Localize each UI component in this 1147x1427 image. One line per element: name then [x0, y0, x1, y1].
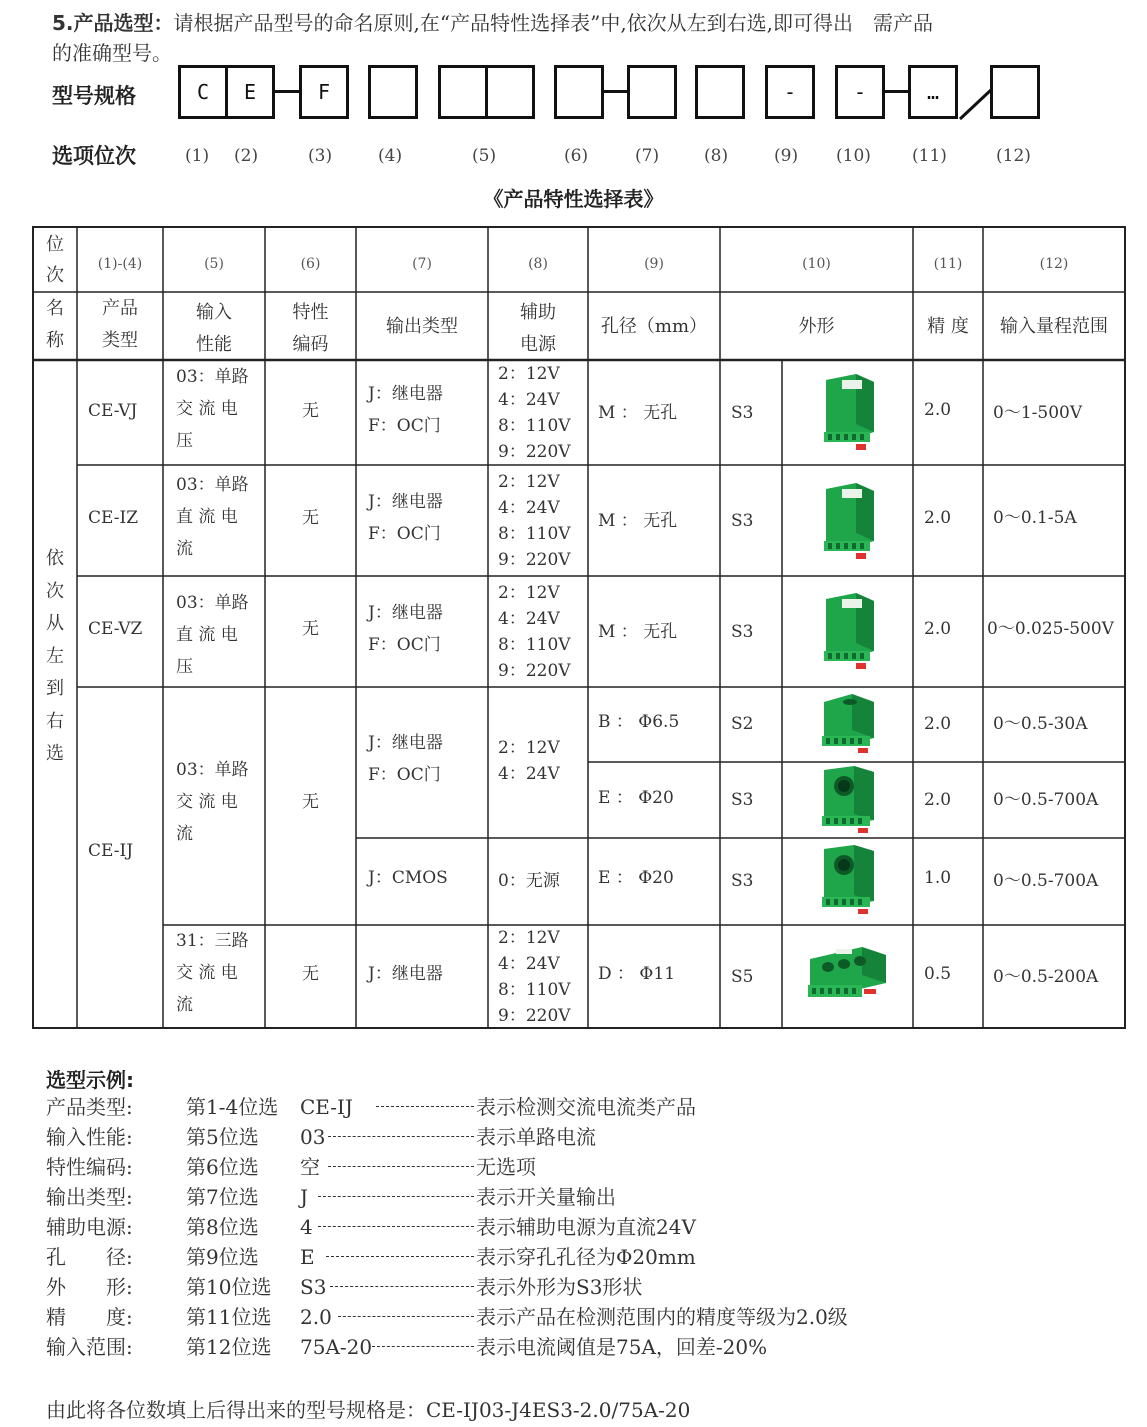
row-output: J：继电器 F：OC门	[368, 384, 443, 436]
row-type: CE-VZ	[88, 619, 143, 639]
row-hole: M ： 无孔	[598, 403, 678, 423]
ij-input-a: 03：单路 交 流 电 流	[176, 760, 249, 844]
header-pos-7: (7)	[412, 256, 432, 272]
row-shape: S3	[731, 511, 754, 531]
ij-shape: S5	[731, 967, 754, 987]
model-box-1: C	[178, 65, 228, 119]
position-label: (6)	[564, 146, 589, 166]
ij-hole: D ： Φ11	[598, 964, 676, 984]
header-hole-diameter: 孔径（mm）	[600, 316, 708, 337]
ij-output-c: J：继电器	[368, 964, 443, 984]
ring-device-icon	[816, 843, 878, 919]
result-value: CE-IJ03-J4ES3-2.0/75A-20	[426, 1398, 691, 1422]
row-range: 0～0.025-500V	[987, 619, 1114, 639]
header-output-type: 输出类型	[386, 316, 458, 337]
example-title: 选型示例:	[46, 1068, 134, 1092]
ij-output-a: J：继电器 F：OC门	[368, 733, 443, 785]
ij-shape: S3	[731, 871, 754, 891]
ij-accuracy: 0.5	[924, 964, 952, 984]
model-box-2: E	[225, 65, 275, 119]
header-pos-12: (12)	[1039, 256, 1069, 272]
connector-line	[884, 90, 910, 93]
row-accuracy: 2.0	[924, 508, 952, 528]
result-line	[46, 1394, 690, 1423]
position-label: (11)	[912, 146, 947, 166]
model-box-6	[554, 65, 604, 119]
ij-input-c: 31：三路 交 流 电 流	[176, 931, 249, 1015]
slash-separator	[958, 63, 994, 121]
ij-accuracy: 2.0	[924, 714, 952, 734]
ij-power-b: 0：无源	[498, 871, 560, 891]
row-code: 无	[302, 619, 319, 639]
header-accuracy: 精 度	[927, 316, 969, 337]
row-input: 03：单路 直 流 电 压	[176, 593, 249, 677]
header-pos-10: (10)	[802, 256, 831, 272]
model-box-5b	[485, 65, 535, 119]
ij-power-c: 2：12V 4：24V 8：110V 9：220V	[498, 928, 571, 1026]
module-device-icon	[816, 591, 878, 673]
model-box-7	[627, 65, 677, 119]
ij-shape: S2	[731, 714, 754, 734]
row-code: 无	[302, 508, 319, 528]
ring-device-icon	[816, 764, 878, 836]
ij-accuracy: 2.0	[924, 790, 952, 810]
position-label: (4)	[378, 146, 403, 166]
position-label: (7)	[635, 146, 660, 166]
header-pos-6: (6)	[300, 256, 321, 272]
model-box-11: …	[908, 65, 958, 119]
row-shape: S3	[731, 403, 754, 423]
header-pos-5: (5)	[204, 256, 224, 272]
position-label: (3)	[308, 146, 333, 166]
position-label: (1)	[185, 146, 210, 166]
position-label: (10)	[836, 146, 871, 166]
row-output: J：继电器 F：OC门	[368, 492, 443, 544]
model-box-3: F	[299, 65, 349, 119]
intro-text-line1: 请根据产品型号的命名原则,在“产品特性选择表”中,依次从左到右选,即可得出 需产品	[173, 11, 934, 35]
ij-output-b: J：CMOS	[368, 868, 448, 888]
row-power: 2：12V 4：24V 8：110V 9：220V	[498, 364, 571, 462]
connector-line	[603, 90, 629, 93]
row-hole: M ： 无孔	[598, 622, 678, 642]
ij-range: 0～0.5-30A	[993, 714, 1088, 734]
header-shape: 外形	[798, 316, 835, 337]
header-product-type: 产品 类型	[102, 298, 138, 351]
row-type: CE-VJ	[88, 401, 138, 421]
position-label: (8)	[704, 146, 729, 166]
row-power: 2：12V 4：24V 8：110V 9：220V	[498, 583, 571, 681]
ij-range: 0～0.5-200A	[993, 967, 1099, 987]
row-range: 0～1-500V	[993, 403, 1083, 423]
header-name: 名 称	[46, 298, 64, 351]
header-pos-1-4: (1)-(4)	[97, 256, 143, 272]
position-label: (12)	[996, 146, 1031, 166]
intro-paragraph	[52, 8, 1132, 68]
ij-accuracy: 1.0	[924, 868, 952, 888]
connector-line	[274, 90, 300, 93]
header-input-performance: 输入 性能	[196, 302, 232, 355]
triple-hole-device-icon	[806, 943, 890, 1009]
row-accuracy: 2.0	[924, 619, 952, 639]
position-label: (5)	[472, 146, 497, 166]
positions-label: 选项位次	[52, 144, 136, 168]
ij-hole: B ： Φ6.5	[598, 712, 680, 732]
intro-text-line2: 的准确型号。	[52, 41, 172, 65]
small-hole-device-icon	[818, 692, 878, 756]
ij-type: CE-IJ	[88, 841, 134, 861]
model-box-5a	[438, 65, 488, 119]
ij-range: 0～0.5-700A	[993, 790, 1099, 810]
row-shape: S3	[731, 622, 754, 642]
model-box-8	[695, 65, 745, 119]
row-hole: M ： 无孔	[598, 511, 678, 531]
header-aux-power: 辅助 电源	[520, 302, 556, 355]
header-position: 位 次	[46, 234, 64, 286]
ij-hole: E ： Φ20	[598, 868, 674, 888]
row-input: 03：单路 交 流 电 压	[176, 367, 249, 451]
ij-code-c: 无	[302, 964, 319, 984]
header-pos-9: (9)	[644, 256, 664, 272]
model-spec-label: 型号规格	[52, 84, 136, 108]
model-box-9: -	[765, 65, 815, 119]
model-box-10: -	[835, 65, 885, 119]
position-label: (2)	[234, 146, 259, 166]
row-accuracy: 2.0	[924, 400, 952, 420]
row-power: 2：12V 4：24V 8：110V 9：220V	[498, 472, 571, 570]
ij-hole: E ： Φ20	[598, 788, 674, 808]
row-output: J：继电器 F：OC门	[368, 603, 443, 655]
ij-power-a: 2：12V 4：24V	[498, 738, 560, 784]
ij-range: 0～0.5-700A	[993, 871, 1099, 891]
row-range: 0～0.1-5A	[993, 508, 1077, 528]
model-box-12	[990, 65, 1040, 119]
row-code: 无	[302, 401, 319, 421]
module-device-icon	[816, 372, 878, 454]
intro-heading: 5.产品选型：	[52, 11, 174, 35]
table-title: 《产品特性选择表》	[483, 187, 664, 211]
ij-code-a: 无	[302, 792, 319, 812]
result-label: 由此将各位数填上后得出来的型号规格是：	[46, 1398, 426, 1422]
model-box-4	[368, 65, 418, 119]
side-label: 依 次 从 左 到 右 选	[46, 548, 64, 764]
module-device-icon	[816, 481, 878, 563]
row-input: 03：单路 直 流 电 流	[176, 475, 249, 559]
ij-shape: S3	[731, 790, 754, 810]
header-feature-code: 特性 编码	[292, 302, 329, 355]
header-pos-8: (8)	[528, 256, 548, 272]
header-pos-11: (11)	[933, 256, 963, 272]
header-input-range: 输入量程范围	[1000, 316, 1108, 337]
position-label: (9)	[774, 146, 799, 166]
row-type: CE-IZ	[88, 508, 139, 528]
